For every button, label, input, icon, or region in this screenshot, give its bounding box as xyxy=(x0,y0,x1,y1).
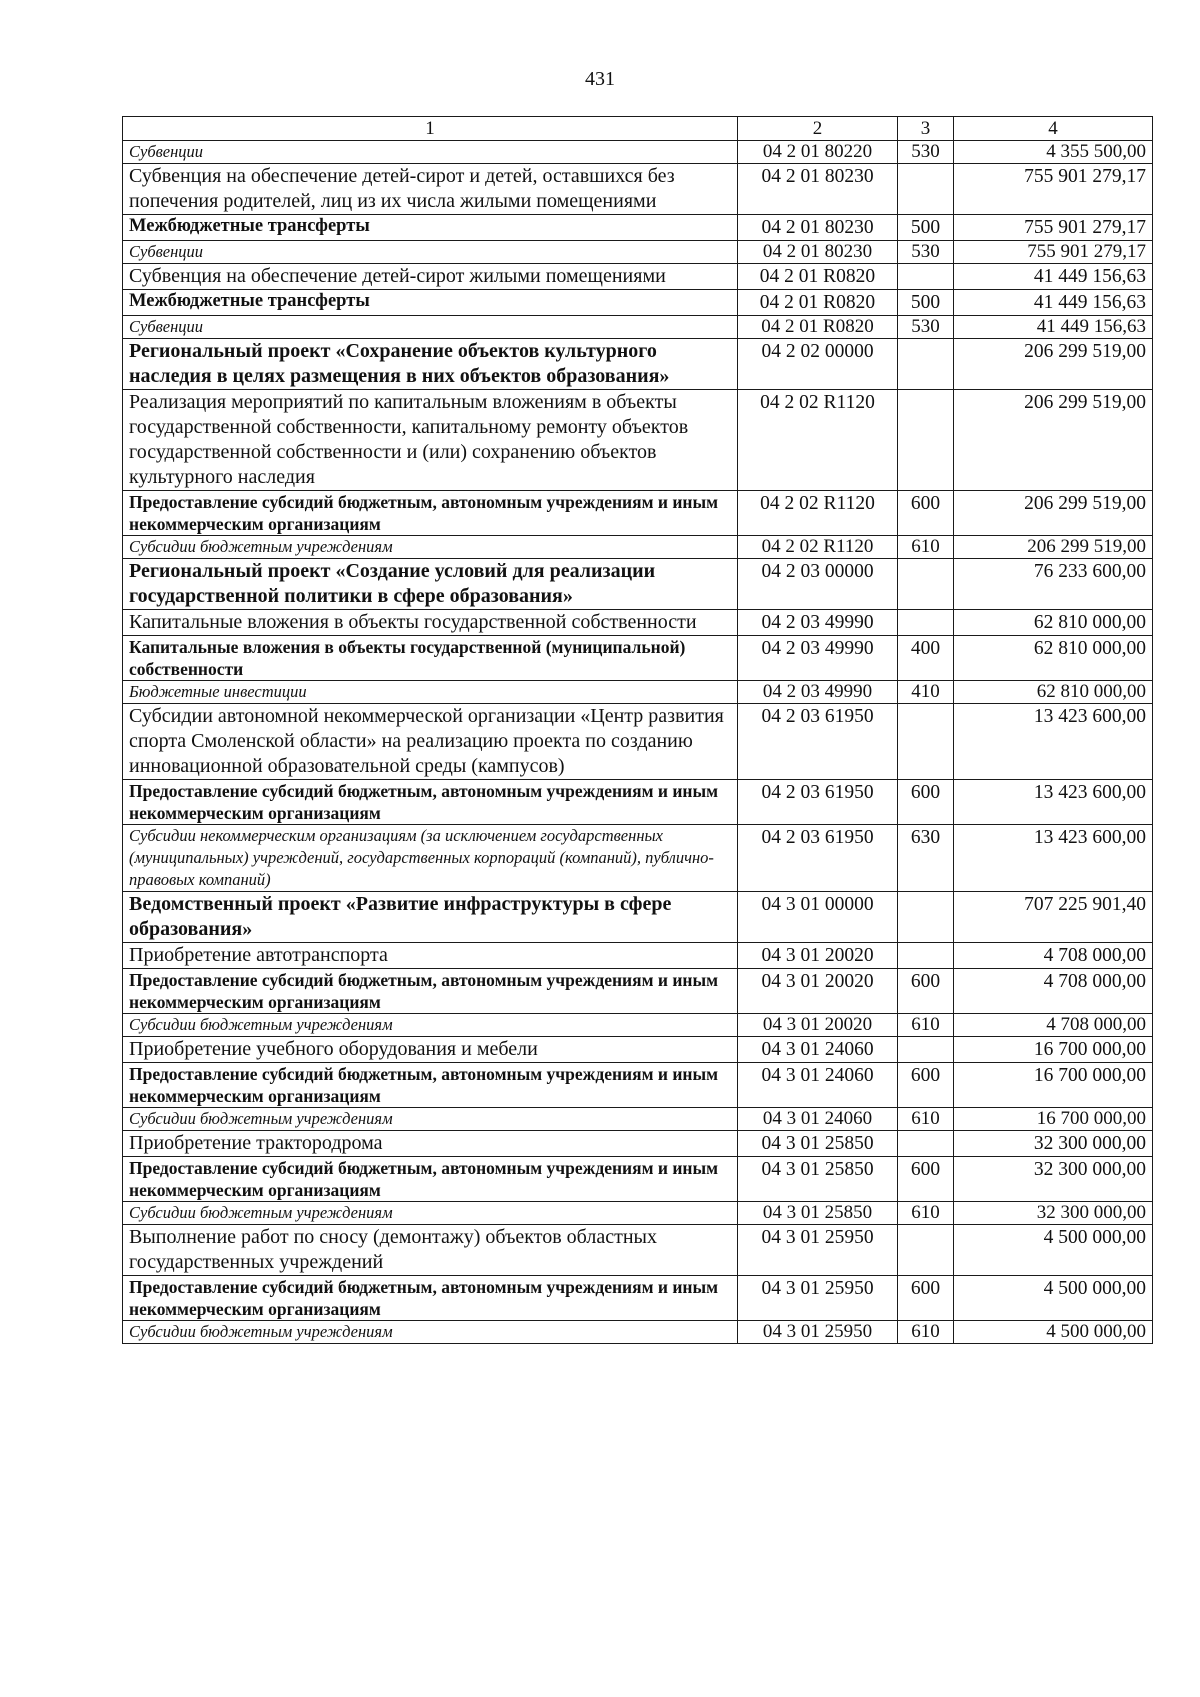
table-row xyxy=(123,264,1153,290)
row-description: Субсидии бюджетным учреждениям xyxy=(123,1321,738,1344)
row-target-code: 04 3 01 25850 xyxy=(738,1202,898,1225)
table-row xyxy=(123,780,1153,825)
row-target-code: 04 2 01 R0820 xyxy=(738,316,898,339)
row-description: Приобретение трактородрома xyxy=(123,1131,738,1157)
table-row xyxy=(123,1014,1153,1037)
row-expense-type: 530 xyxy=(898,141,954,164)
row-description: Ведомственный проект «Развитие инфраструктуры в сфере образования» xyxy=(123,892,738,943)
row-target-code: 04 2 01 R0820 xyxy=(738,264,898,290)
table-header xyxy=(123,117,1153,141)
row-target-code: 04 2 02 R1120 xyxy=(738,536,898,559)
column-header-3: 3 xyxy=(898,117,954,141)
row-expense-type xyxy=(898,610,954,636)
row-description: Предоставление субсидий бюджетным, автономным учреждениям и иным некоммерческим организациям xyxy=(123,1276,738,1321)
row-expense-type xyxy=(898,1225,954,1276)
row-description: Предоставление субсидий бюджетным, автономным учреждениям и иным некоммерческим организациям xyxy=(123,1063,738,1108)
header-row xyxy=(123,117,1153,141)
table-row xyxy=(123,636,1153,681)
row-expense-type xyxy=(898,559,954,610)
table-body xyxy=(123,141,1153,1344)
row-expense-type xyxy=(898,339,954,390)
row-target-code: 04 3 01 20020 xyxy=(738,1014,898,1037)
row-amount: 13 423 600,00 xyxy=(954,780,1153,825)
row-target-code: 04 2 03 61950 xyxy=(738,825,898,892)
row-amount: 4 708 000,00 xyxy=(954,969,1153,1014)
row-description: Приобретение автотранспорта xyxy=(123,943,738,969)
table-row xyxy=(123,1063,1153,1108)
row-amount: 4 708 000,00 xyxy=(954,1014,1153,1037)
table-row xyxy=(123,610,1153,636)
row-target-code: 04 2 01 80230 xyxy=(738,241,898,264)
row-description: Субсидии некоммерческим организациям (за исключением государственных (муниципальных) учреждений, государственных корпораций (компаний), публично-правовых компаний) xyxy=(123,825,738,892)
row-expense-type xyxy=(898,390,954,491)
row-amount: 13 423 600,00 xyxy=(954,704,1153,780)
table-row xyxy=(123,141,1153,164)
row-target-code: 04 2 03 49990 xyxy=(738,636,898,681)
row-expense-type: 610 xyxy=(898,1202,954,1225)
row-target-code: 04 3 01 20020 xyxy=(738,943,898,969)
row-description: Субсидии бюджетным учреждениям xyxy=(123,536,738,559)
row-target-code: 04 3 01 25950 xyxy=(738,1276,898,1321)
row-expense-type: 600 xyxy=(898,1157,954,1202)
row-target-code: 04 3 01 25950 xyxy=(738,1225,898,1276)
table-row xyxy=(123,1225,1153,1276)
table-row xyxy=(123,536,1153,559)
row-amount: 755 901 279,17 xyxy=(954,164,1153,215)
row-description: Субсидии бюджетным учреждениям xyxy=(123,1014,738,1037)
row-target-code: 04 3 01 24060 xyxy=(738,1037,898,1063)
row-expense-type: 410 xyxy=(898,681,954,704)
row-expense-type: 610 xyxy=(898,536,954,559)
row-expense-type xyxy=(898,1037,954,1063)
row-target-code: 04 3 01 00000 xyxy=(738,892,898,943)
table-row xyxy=(123,290,1153,316)
row-amount: 755 901 279,17 xyxy=(954,215,1153,241)
row-expense-type: 500 xyxy=(898,290,954,316)
column-header-2: 2 xyxy=(738,117,898,141)
row-target-code: 04 2 03 61950 xyxy=(738,780,898,825)
row-amount: 41 449 156,63 xyxy=(954,264,1153,290)
row-amount: 206 299 519,00 xyxy=(954,390,1153,491)
row-description: Межбюджетные трансферты xyxy=(123,290,738,316)
table-row xyxy=(123,1157,1153,1202)
row-expense-type xyxy=(898,1131,954,1157)
row-amount: 206 299 519,00 xyxy=(954,339,1153,390)
row-target-code: 04 2 03 00000 xyxy=(738,559,898,610)
table-row xyxy=(123,390,1153,491)
row-target-code: 04 3 01 20020 xyxy=(738,969,898,1014)
row-expense-type: 610 xyxy=(898,1321,954,1344)
row-target-code: 04 2 01 R0820 xyxy=(738,290,898,316)
row-target-code: 04 2 02 00000 xyxy=(738,339,898,390)
row-description: Региональный проект «Сохранение объектов культурного наследия в целях размещения в них объектов образования» xyxy=(123,339,738,390)
row-target-code: 04 2 01 80230 xyxy=(738,164,898,215)
row-target-code: 04 3 01 24060 xyxy=(738,1108,898,1131)
row-description: Субвенции xyxy=(123,316,738,339)
row-description: Предоставление субсидий бюджетным, автономным учреждениям и иным некоммерческим организациям xyxy=(123,969,738,1014)
row-target-code: 04 2 02 R1120 xyxy=(738,390,898,491)
row-description: Предоставление субсидий бюджетным, автономным учреждениям и иным некоммерческим организациям xyxy=(123,491,738,536)
row-description: Реализация мероприятий по капитальным вложениям в объекты государственной собственности, капитальному ремонту объектов государственной собственности и (или) сохранению объектов культурного наследия xyxy=(123,390,738,491)
column-header-1: 1 xyxy=(123,117,738,141)
table-row xyxy=(123,1276,1153,1321)
row-description: Субсидии бюджетным учреждениям xyxy=(123,1202,738,1225)
row-amount: 41 449 156,63 xyxy=(954,290,1153,316)
row-amount: 4 708 000,00 xyxy=(954,943,1153,969)
table-row xyxy=(123,825,1153,892)
table-row xyxy=(123,491,1153,536)
row-expense-type: 600 xyxy=(898,1063,954,1108)
row-amount: 4 500 000,00 xyxy=(954,1321,1153,1344)
row-expense-type: 610 xyxy=(898,1014,954,1037)
row-amount: 62 810 000,00 xyxy=(954,610,1153,636)
row-amount: 76 233 600,00 xyxy=(954,559,1153,610)
table-row xyxy=(123,1037,1153,1063)
row-amount: 32 300 000,00 xyxy=(954,1157,1153,1202)
table-row xyxy=(123,1108,1153,1131)
row-expense-type: 530 xyxy=(898,241,954,264)
table-row xyxy=(123,1202,1153,1225)
table-row xyxy=(123,1321,1153,1344)
row-amount: 16 700 000,00 xyxy=(954,1108,1153,1131)
row-target-code: 04 3 01 24060 xyxy=(738,1063,898,1108)
row-target-code: 04 2 03 49990 xyxy=(738,610,898,636)
table-row xyxy=(123,704,1153,780)
row-expense-type: 600 xyxy=(898,969,954,1014)
row-description: Субвенция на обеспечение детей-сирот жилыми помещениями xyxy=(123,264,738,290)
row-amount: 4 500 000,00 xyxy=(954,1276,1153,1321)
row-amount: 16 700 000,00 xyxy=(954,1037,1153,1063)
row-amount: 206 299 519,00 xyxy=(954,491,1153,536)
row-description: Субвенция на обеспечение детей-сирот и детей, оставшихся без попечения родителей, лиц из их числа жилыми помещениями xyxy=(123,164,738,215)
table-row xyxy=(123,1131,1153,1157)
row-expense-type: 630 xyxy=(898,825,954,892)
row-description: Межбюджетные трансферты xyxy=(123,215,738,241)
table-row xyxy=(123,241,1153,264)
row-description: Предоставление субсидий бюджетным, автономным учреждениям и иным некоммерческим организациям xyxy=(123,1157,738,1202)
row-amount: 16 700 000,00 xyxy=(954,1063,1153,1108)
row-description: Капитальные вложения в объекты государственной собственности xyxy=(123,610,738,636)
row-amount: 62 810 000,00 xyxy=(954,636,1153,681)
row-description: Предоставление субсидий бюджетным, автономным учреждениям и иным некоммерческим организациям xyxy=(123,780,738,825)
row-amount: 206 299 519,00 xyxy=(954,536,1153,559)
row-description: Капитальные вложения в объекты государственной (муниципальной) собственности xyxy=(123,636,738,681)
row-target-code: 04 2 02 R1120 xyxy=(738,491,898,536)
row-amount: 62 810 000,00 xyxy=(954,681,1153,704)
row-target-code: 04 2 03 61950 xyxy=(738,704,898,780)
row-target-code: 04 3 01 25850 xyxy=(738,1131,898,1157)
row-amount: 13 423 600,00 xyxy=(954,825,1153,892)
row-expense-type xyxy=(898,943,954,969)
row-expense-type: 610 xyxy=(898,1108,954,1131)
row-expense-type: 530 xyxy=(898,316,954,339)
row-description: Субвенции xyxy=(123,141,738,164)
row-expense-type xyxy=(898,704,954,780)
table-row xyxy=(123,892,1153,943)
table-row xyxy=(123,969,1153,1014)
row-description: Региональный проект «Создание условий для реализации государственной политики в сфере образования» xyxy=(123,559,738,610)
row-target-code: 04 2 03 49990 xyxy=(738,681,898,704)
row-expense-type: 600 xyxy=(898,491,954,536)
row-amount: 4 500 000,00 xyxy=(954,1225,1153,1276)
row-expense-type xyxy=(898,892,954,943)
row-amount: 32 300 000,00 xyxy=(954,1202,1153,1225)
row-amount: 4 355 500,00 xyxy=(954,141,1153,164)
row-description: Субсидии автономной некоммерческой организации «Центр развития спорта Смоленской области» на реализацию проекта по созданию инновационной образовательной среды (кампусов) xyxy=(123,704,738,780)
row-target-code: 04 2 01 80230 xyxy=(738,215,898,241)
row-expense-type: 500 xyxy=(898,215,954,241)
column-header-4: 4 xyxy=(954,117,1153,141)
row-amount: 32 300 000,00 xyxy=(954,1131,1153,1157)
row-description: Приобретение учебного оборудования и мебели xyxy=(123,1037,738,1063)
table-row xyxy=(123,681,1153,704)
row-amount: 41 449 156,63 xyxy=(954,316,1153,339)
row-expense-type: 600 xyxy=(898,1276,954,1321)
row-expense-type: 600 xyxy=(898,780,954,825)
table-row xyxy=(123,215,1153,241)
table-row xyxy=(123,339,1153,390)
row-expense-type xyxy=(898,164,954,215)
table-row xyxy=(123,164,1153,215)
row-description: Бюджетные инвестиции xyxy=(123,681,738,704)
row-description: Субсидии бюджетным учреждениям xyxy=(123,1108,738,1131)
table-row xyxy=(123,316,1153,339)
table-row xyxy=(123,559,1153,610)
row-target-code: 04 3 01 25950 xyxy=(738,1321,898,1344)
row-amount: 755 901 279,17 xyxy=(954,241,1153,264)
table-row xyxy=(123,943,1153,969)
row-description: Субвенции xyxy=(123,241,738,264)
budget-table xyxy=(122,116,1153,1344)
page-number: 431 xyxy=(585,68,615,90)
row-expense-type xyxy=(898,264,954,290)
row-target-code: 04 3 01 25850 xyxy=(738,1157,898,1202)
row-target-code: 04 2 01 80220 xyxy=(738,141,898,164)
row-expense-type: 400 xyxy=(898,636,954,681)
row-amount: 707 225 901,40 xyxy=(954,892,1153,943)
row-description: Выполнение работ по сносу (демонтажу) объектов областных государственных учреждений xyxy=(123,1225,738,1276)
